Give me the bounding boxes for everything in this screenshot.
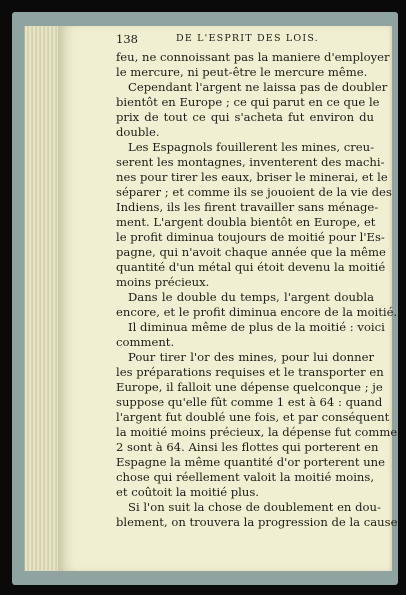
text-line: Espagne la même quantité d'or porterent une <box>116 455 386 470</box>
text-line: et coûtoit la moitié plus. <box>116 485 259 500</box>
text-line: moins précieux. <box>116 275 210 290</box>
text-line: nes pour tirer les eaux, briser le minerai, et le <box>116 170 388 185</box>
text-line: Dans le double du temps, l'argent doubla <box>128 290 374 305</box>
text-line: feu, ne connoissant pas la maniere d'employer <box>116 50 390 64</box>
text-line: l'argent fut doublé une fois, et par conséquent <box>116 410 390 425</box>
text-line: bientôt en Europe ; ce qui parut en ce que le <box>116 95 380 110</box>
text-line: le mercure, ni peut-être le mercure même. <box>116 65 368 80</box>
page-text <box>116 50 398 531</box>
page-number: 138 <box>116 32 138 46</box>
text-line: Si l'on suit la chose de doublement en dou- <box>128 500 381 515</box>
text-line: Pour tirer l'or des mines, pour lui donner <box>128 350 374 365</box>
text-line: quantité d'un métal qui étoit devenu la moitié <box>116 260 386 275</box>
running-header <box>116 32 374 48</box>
text-line: le profit diminua toujours de moitié pour l'Es- <box>116 230 385 245</box>
text-line: Indiens, ils les firent travailler sans ménage- <box>116 200 379 215</box>
book-page <box>58 26 398 571</box>
text-line: double. <box>116 125 160 140</box>
text-line: ment. L'argent doubla bientôt en Europe, et <box>116 215 376 230</box>
text-line: chose qui réellement valoit la moitié moins, <box>116 470 374 485</box>
text-line: Europe, il falloit une dépense quelconque ; je <box>116 380 383 395</box>
text-line: Il diminua même de plus de la moitié : voici <box>128 320 385 335</box>
text-line: 2 sont à 64. Ainsi les flottes qui porterent en <box>116 440 379 455</box>
text-line: les préparations requises et le transporter en <box>116 365 384 380</box>
text-line: Cependant l'argent ne laissa pas de doubler <box>128 80 388 95</box>
text-line: suppose qu'elle fût comme 1 est à 64 : quand <box>116 395 383 410</box>
text-line: comment. <box>116 335 175 350</box>
text-line: la moitié moins précieux, la dépense fut comme <box>116 425 398 440</box>
running-title: DE L'ESPRIT DES LOIS. <box>176 33 319 44</box>
text-line: séparer ; et comme ils se jouoient de la vie des <box>116 185 392 200</box>
text-line: serent les montagnes, inventerent des machi- <box>116 155 385 170</box>
text-line: blement, on trouvera la progression de la cause <box>116 515 398 530</box>
text-line: prix de tout ce qui s'acheta fut environ du <box>116 110 374 125</box>
text-line: pagne, qui n'avoit chaque année que la même <box>116 245 386 260</box>
text-line: encore, et le profit diminua encore de la moitié. <box>116 305 398 320</box>
text-line: Les Espagnols fouillerent les mines, creu- <box>128 140 374 155</box>
